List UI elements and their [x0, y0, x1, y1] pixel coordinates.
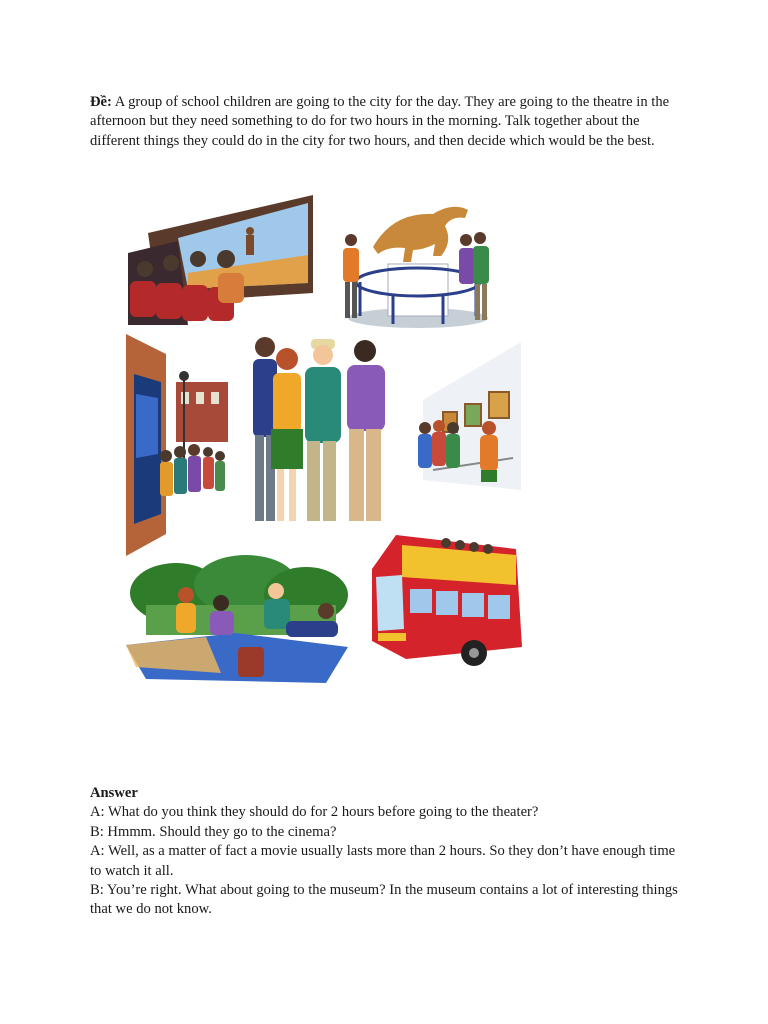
task-label: Đề: — [90, 94, 112, 110]
dinosaur-museum-illustration — [333, 192, 498, 332]
four-students-illustration — [243, 333, 393, 531]
art-gallery-illustration — [403, 340, 523, 502]
shopping-street-illustration — [126, 334, 232, 556]
sightseeing-bus-illustration — [366, 529, 524, 671]
dialogue-line: A: What do you think they should do for 2 hours before going to the theater? — [90, 804, 539, 821]
park-picnic-illustration — [126, 555, 348, 683]
task-paragraph — [90, 93, 680, 151]
dialogue-line: B: Hmmm. Should they go to the cinema? — [90, 823, 337, 840]
answer-heading: Answer — [90, 785, 138, 801]
task-text: A group of school children are going to the city for the day. They are going to the theatre in the afternoon but they need something to do for two hours in the morning. Talk together about the different things they could do in the city for two hours, and then decide which would be the best. — [90, 94, 670, 149]
cinema-audience-illustration — [128, 193, 318, 325]
dialogue-line: B: You’re right. What about going to the museum? In the museum contains a lot of interesting things that we do not know. — [90, 882, 678, 918]
answer-section — [90, 784, 680, 920]
dialogue-line: A: Well, as a matter of fact a movie usually lasts more than 2 hours. So they don’t have enough time to watch it all. — [90, 843, 676, 879]
